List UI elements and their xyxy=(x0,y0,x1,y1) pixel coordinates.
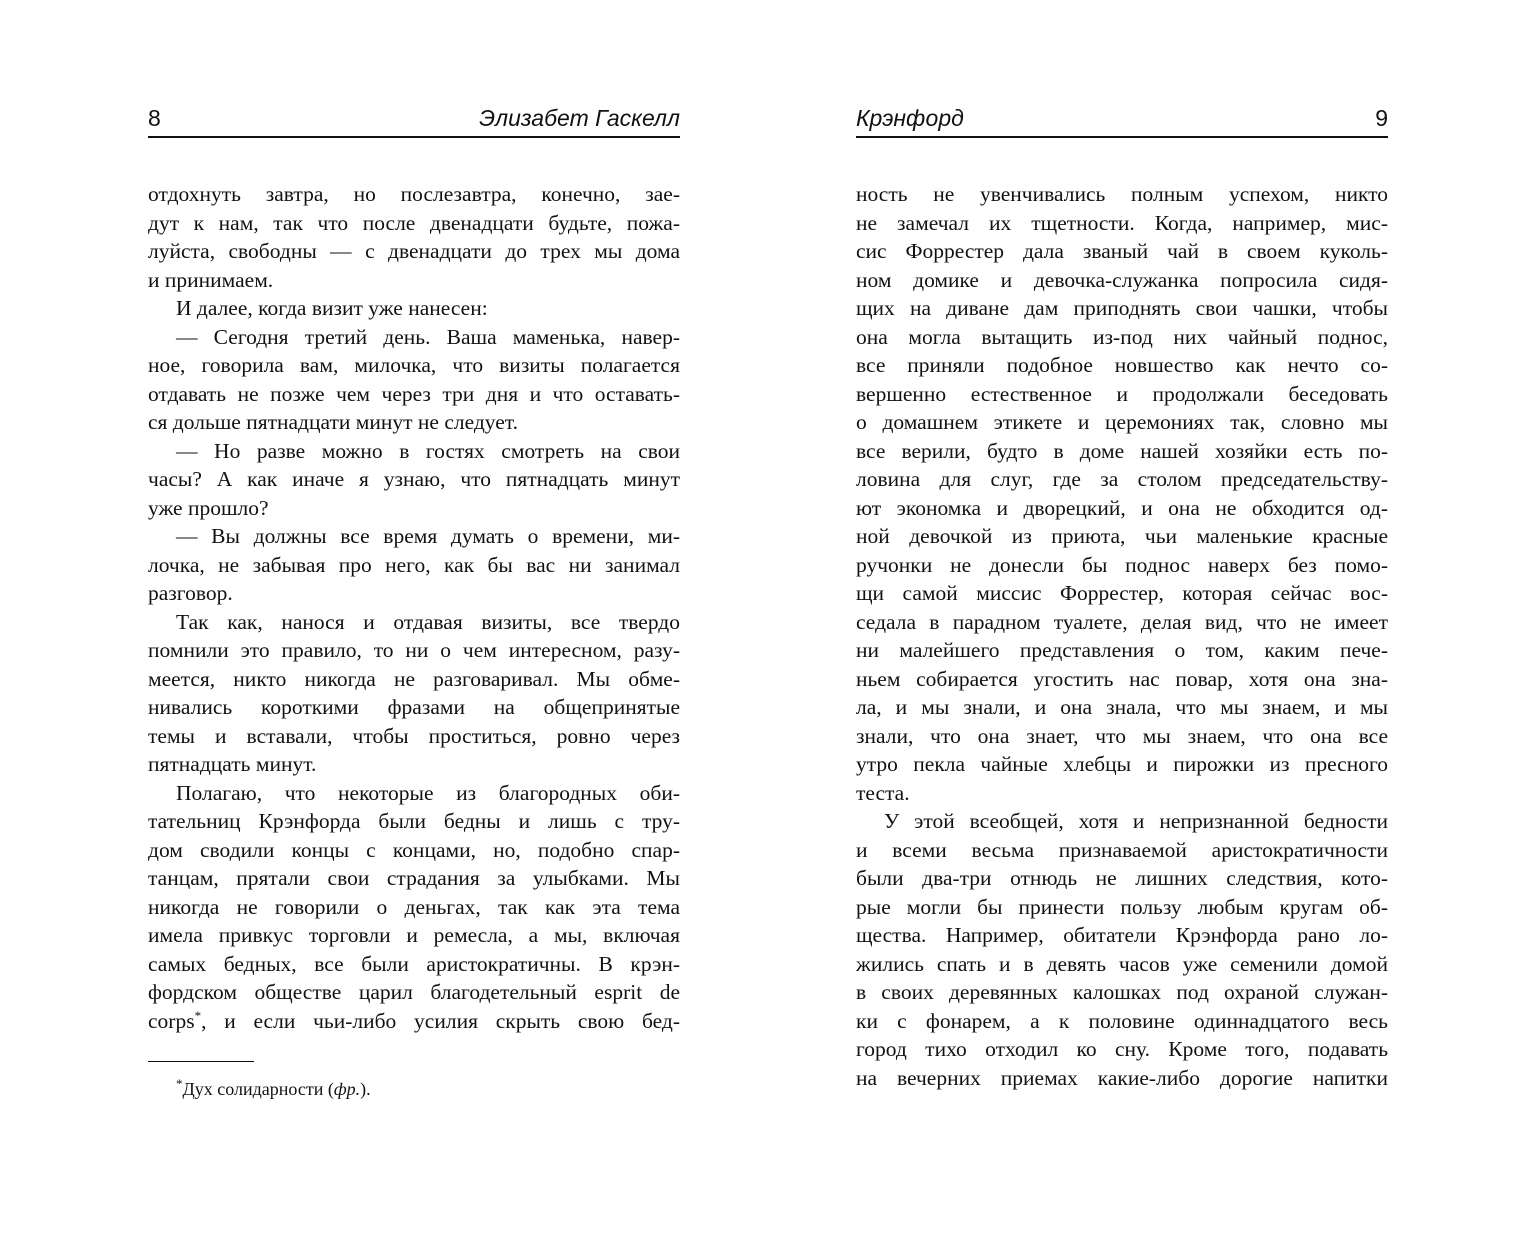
text-line: танцам, прятали свои страдания за улыбками. Мы xyxy=(148,866,680,890)
text-line: вершенно естественное и продолжали беседовать xyxy=(856,381,1388,406)
footnote-reference-mark: * xyxy=(194,1007,202,1023)
text-line: сис Форрестер дала званый чай в своем куколь- xyxy=(856,239,1388,263)
text-line: и принимаем. xyxy=(148,267,274,292)
text-line: ном домике и девочка-служанка попросила сидя- xyxy=(856,267,1388,292)
text-line: ки с фонарем, а к половине одиннадцатого весь xyxy=(856,1008,1388,1033)
right-running-title: Крэнфорд xyxy=(856,105,964,131)
text-line: щества. Например, обитатели Крэнфорда рано ло- xyxy=(856,923,1388,947)
text-line: часы? А как иначе я узнаю, что пятнадцать минут xyxy=(148,467,680,491)
text-line: Полагаю, что некоторые из благородных оби- xyxy=(176,780,680,805)
footnote xyxy=(148,1072,680,1101)
text-line: ловина для слуг, где за столом председательству- xyxy=(856,467,1388,491)
left-last-line-end: , и если чьи-либо усилия скрыть свою бед- xyxy=(201,1008,680,1033)
left-page xyxy=(148,100,680,1101)
text-line: город тихо отходил ко сну. Кроме того, подавать xyxy=(856,1037,1388,1061)
footnote-rule xyxy=(148,1061,254,1062)
left-running-title: Элизабет Гаскелл xyxy=(479,105,680,131)
text-line: имела привкус торговли и ремесла, а мы, включая xyxy=(148,923,680,947)
text-line: щих на диване дам приподнять свои чашки, чтобы xyxy=(856,296,1388,320)
text-line: ни малейшего представления о том, каким пече- xyxy=(856,638,1388,662)
right-page xyxy=(856,100,1388,1092)
text-line: — Сегодня третий день. Ваша маменька, навер- xyxy=(176,324,680,349)
text-line: никогда не говорили о деньгах, так как эта тема xyxy=(148,894,680,919)
left-running-head xyxy=(148,100,680,138)
text-line: о домашнем этикете и церемониях так, словно мы xyxy=(856,410,1388,434)
text-line: ют экономка и дворецкий, и она не обходится од- xyxy=(856,495,1388,520)
text-line: И далее, когда визит уже нанесен: xyxy=(176,296,488,320)
text-line: и всеми весьма признаваемой аристократичности xyxy=(856,837,1388,862)
text-line: все верили, будто в доме нашей хозяйки есть по- xyxy=(856,438,1388,463)
text-line: — Вы должны все время думать о времени, ми- xyxy=(176,524,680,548)
text-line: ной девочкой из приюта, чьи маленькие красные xyxy=(856,524,1388,548)
text-line: ла, и мы знали, и она знала, что мы знаем, и мы xyxy=(856,695,1388,719)
text-line: ручонки не донесли бы поднос наверх без помо- xyxy=(856,552,1388,577)
text-line: меется, никто никогда не разговаривал. Мы обме- xyxy=(148,666,680,691)
text-line: отдавать не позже чем через три дня и что оставать- xyxy=(148,381,680,406)
text-line: У этой всеобщей, хотя и непризнанной бедности xyxy=(884,809,1388,833)
right-page-number: 9 xyxy=(1375,105,1388,131)
text-line: седала в парадном туалете, делая вид, что не имеет xyxy=(856,609,1388,634)
footnote-text-end: ). xyxy=(360,1079,371,1099)
text-line: луйста, свободны — с двенадцати до трех мы дома xyxy=(148,239,680,263)
text-line: она могла вытащить из-под них чайный поднос, xyxy=(856,324,1388,349)
text-line: в своих деревянных калошках под охраной служан- xyxy=(856,980,1388,1004)
left-page-number: 8 xyxy=(148,105,161,131)
text-line: самых бедных, все были аристократичны. В крэн- xyxy=(148,951,680,976)
text-line: все приняли подобное новшество как нечто со- xyxy=(856,353,1388,377)
footnote-language-abbrev: фр. xyxy=(333,1079,361,1099)
text-line: жились спать и в девять часов уже семенили домой xyxy=(856,951,1388,976)
left-last-line xyxy=(148,1007,680,1036)
text-line: пятнадцать минут. xyxy=(148,752,317,776)
text-line: дут к нам, так что после двенадцати будьте, пожа- xyxy=(148,210,680,235)
text-line: не замечал их тщетности. Когда, например, мис- xyxy=(856,210,1388,235)
left-body-text xyxy=(148,180,680,1007)
text-line: помнили это правило, то ни о чем интересном, разу- xyxy=(148,638,680,662)
text-line: лочка, не забывая про него, как бы вас ни занимал xyxy=(148,552,680,577)
text-line: отдохнуть завтра, но послезавтра, конечно, зае- xyxy=(148,182,680,206)
text-line: нивались короткими фразами на общепринятые xyxy=(148,695,680,719)
text-line: ньем собирается угостить нас повар, хотя она зна- xyxy=(856,666,1388,691)
text-line: ное, говорила вам, милочка, что визиты полагается xyxy=(148,353,680,377)
text-line: были два-три отнюдь не лишних следствия, кото- xyxy=(856,866,1388,890)
left-last-line-start: corps xyxy=(148,1008,195,1033)
footnote-mark: * xyxy=(176,1076,183,1091)
text-line: щи самой миссис Форрестер, которая сейчас вос- xyxy=(856,581,1388,605)
text-line: утро пекла чайные хлебцы и пирожки из пресного xyxy=(856,752,1388,776)
text-line: уже прошло? xyxy=(148,495,269,520)
text-line: Так как, нанося и отдавая визиты, все твердо xyxy=(176,609,680,634)
text-line: на вечерних приемах какие-либо дорогие напитки xyxy=(856,1065,1388,1090)
text-line: ся дольше пятнадцати минут не следует. xyxy=(148,410,518,434)
text-line: — Но разве можно в гостях смотреть на свои xyxy=(176,438,680,463)
text-line: темы и вставали, чтобы проститься, ровно через xyxy=(148,723,680,748)
text-line: теста. xyxy=(856,780,910,805)
text-line: фордском обществе царил благодетельный esprit de xyxy=(148,980,680,1004)
text-line: разговор. xyxy=(148,581,233,605)
text-line: рые могли бы принести пользу любым кругам об- xyxy=(856,894,1388,919)
text-line: знали, что она знает, что мы знаем, что она все xyxy=(856,723,1388,748)
text-line: тательниц Крэнфорда были бедны и лишь с тру- xyxy=(148,809,680,833)
right-running-head xyxy=(856,100,1388,138)
right-body-text xyxy=(856,180,1388,1092)
text-line: дом сводили концы с концами, но, подобно спар- xyxy=(148,837,680,862)
footnote-text-start: Дух солидарности ( xyxy=(182,1079,334,1099)
text-line: ность не увенчивались полным успехом, никто xyxy=(856,182,1388,206)
